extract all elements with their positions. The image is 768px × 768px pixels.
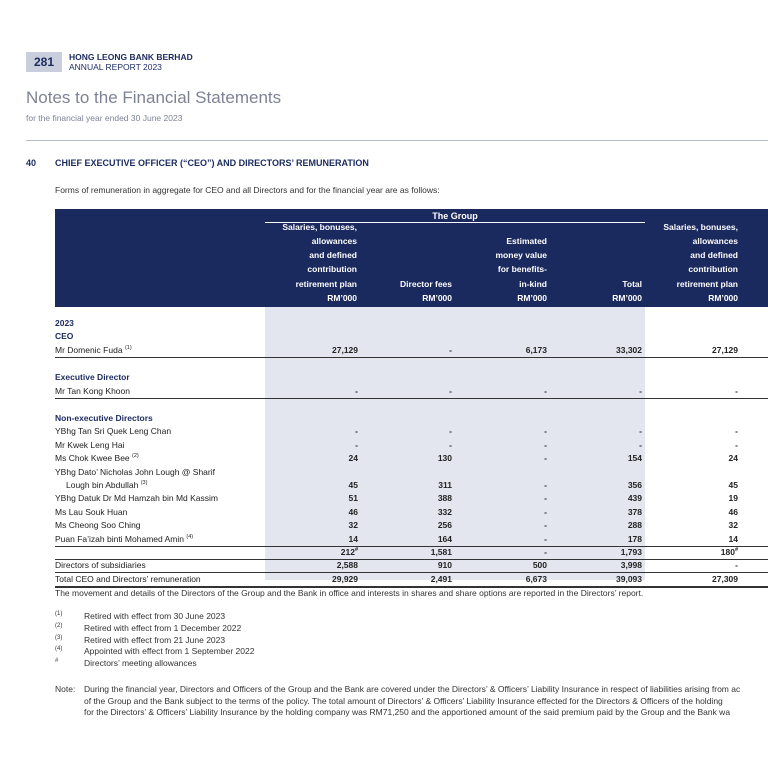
cell-value: -: [544, 439, 547, 450]
page-number: 281: [26, 52, 62, 72]
row-label: Lough bin Abdullah $^{(3)}$: [66, 480, 148, 490]
cell-value: 27,129: [712, 344, 738, 355]
row-label: Executive Director: [55, 372, 130, 383]
cell-value: -: [544, 426, 547, 437]
cell-value: 24: [728, 453, 738, 464]
cell-value: 2,588: [336, 560, 358, 571]
cell-value: 180#: [720, 547, 738, 557]
cell-value: 178: [627, 533, 642, 544]
row-label: CEO: [55, 331, 74, 342]
cell-value: 439: [627, 493, 642, 504]
footnote-marker: (1): [124, 344, 132, 351]
cell-value: 500: [532, 560, 547, 571]
footnote-text: Retired with effect from 1 December 2022: [84, 622, 242, 633]
column-header-total: Total RM’000: [612, 278, 642, 303]
cell-value: -: [449, 439, 452, 450]
cell-value: -: [735, 426, 738, 437]
cell-value: -: [735, 439, 738, 450]
cell-value: -: [544, 480, 547, 490]
row-label: Mr Tan Kong Khoon: [55, 385, 130, 396]
table-rule: [55, 357, 768, 358]
cell-value: -: [544, 493, 547, 504]
page-subtitle: for the financial year ended 30 June 2023: [26, 113, 183, 123]
cell-value: -: [639, 385, 642, 396]
report-name: ANNUAL REPORT 2023: [69, 62, 162, 72]
cell-value: 332: [437, 506, 452, 517]
row-label: YBhg Tan Sri Quek Leng Chan: [55, 426, 172, 437]
row-label: Puan Fa’izah binti Mohamed Amin $^{(4)}$: [55, 533, 194, 544]
page-title: Notes to the Financial Statements: [26, 88, 282, 107]
footnote-mark: (4): [55, 646, 63, 653]
cell-value: 39,093: [616, 573, 642, 584]
cell-value: 46: [728, 506, 738, 517]
column-header-salaries-bank: Salaries, bonuses, allowances and defined contribution retirement plan RM’000: [663, 221, 738, 303]
cell-value: 311: [438, 480, 452, 490]
exec-heading: [55, 372, 768, 385]
cell-value: -: [735, 560, 738, 571]
cell-value: -: [544, 533, 547, 544]
cell-value: -: [449, 426, 452, 437]
cell-value: 32: [348, 520, 358, 531]
row-label: Ms Lau Souk Huan: [55, 506, 128, 517]
cell-value: -: [544, 547, 547, 557]
note-line: During the financial year, Directors and Officers of the Group and the Bank are covered under the Directors’ & Officers’ Liability Insurance in respect of liabilities arising from ac: [84, 684, 741, 694]
cell-value: -: [355, 385, 358, 396]
cell-value: 51: [348, 493, 358, 504]
cell-value: 910: [437, 560, 452, 571]
section-number: 40: [26, 158, 37, 168]
cell-value: 164: [437, 533, 452, 544]
row-label: Non-executive Directors: [55, 413, 153, 423]
row-label: YBhg Datuk Dr Md Hamzah bin Md Kassim: [55, 493, 218, 504]
table-row: [55, 453, 768, 466]
cell-value: 256: [437, 520, 452, 531]
note-body: [84, 684, 740, 719]
table-row: [55, 520, 768, 533]
cell-value: -: [355, 426, 358, 437]
cell-value: -: [355, 439, 358, 450]
cell-value: 1,793: [620, 547, 642, 557]
cell-value: 2,491: [430, 573, 452, 584]
group-label: The Group: [432, 211, 478, 221]
row-label: Total CEO and Directors’ remuneration: [55, 573, 201, 584]
cell-value: -: [449, 344, 452, 355]
cell-value: 33,302: [616, 344, 642, 355]
footnote-mark: (3): [55, 634, 63, 641]
row-label: Mr Kwek Leng Hai: [55, 439, 125, 450]
table-rule: [55, 398, 768, 399]
table-row: [55, 493, 768, 506]
cell-value: -: [639, 426, 642, 437]
cell-value: -: [544, 453, 547, 464]
row-label: Directors of subsidiaries: [55, 560, 146, 571]
row-label: Ms Chok Kwee Bee $^{(2)}$: [55, 453, 139, 464]
column-header-salaries: Salaries, bonuses, allowances and defined contribution retirement plan RM’000: [282, 221, 357, 303]
footnote-text: Appointed with effect from 1 September 2022: [84, 646, 255, 657]
cell-value: 6,173: [525, 344, 547, 355]
company-header: [69, 52, 193, 72]
cell-value: -: [735, 385, 738, 396]
cell-value: 24: [348, 453, 358, 464]
cell-value: 46: [348, 506, 358, 517]
cell-value: 378: [627, 506, 642, 517]
footnote-mark: (1): [55, 611, 63, 617]
cell-value: 3,998: [620, 560, 642, 571]
cell-value: 19: [728, 493, 738, 504]
table-row: [55, 480, 768, 493]
cell-value: -: [544, 520, 547, 531]
cell-value: 6,673: [525, 573, 547, 584]
note-line: of the Group and the Bank subject to the terms of the policy. The total amount of Directors’ & Officers’ Liability Insurance effected for the Directors & Officers of the holding: [84, 695, 723, 706]
nonexec-heading: [55, 413, 768, 426]
cell-value: 288: [627, 520, 642, 531]
cell-value: 388: [437, 493, 452, 504]
cell-value: 32: [728, 520, 738, 531]
column-header-bik: Estimated money value for benefits- in-kind RM’000: [495, 235, 547, 303]
ceo-heading: [55, 331, 768, 344]
cell-value: -: [544, 385, 547, 396]
table-row: [55, 507, 768, 520]
footnote-marker: (3): [140, 480, 148, 487]
row-label: 2023: [55, 318, 74, 328]
footnote-marker: #: [354, 547, 358, 554]
cell-value: 27,129: [332, 344, 358, 355]
company-name: HONG LEONG BANK BERHAD: [69, 52, 193, 62]
footnote-text: Retired with effect from 30 June 2023: [84, 611, 226, 621]
cell-value: 130: [437, 453, 452, 464]
row-label: YBhg Dato’ Nicholas John Lough @ Sharif: [55, 466, 215, 477]
column-header-fees: Director fees RM’000: [400, 278, 452, 303]
footnote-mark: (2): [55, 622, 63, 629]
table-row: [55, 467, 768, 480]
row-label: Ms Cheong Soo Ching: [55, 520, 141, 531]
cell-value: 27,309: [712, 573, 738, 584]
footnote-marker: #: [734, 547, 738, 554]
footnote-mark: #: [55, 658, 59, 665]
footnote-marker: (2): [132, 453, 139, 460]
cell-value: -: [544, 506, 547, 517]
note-line: for the Directors’ & Officers’ Liability Insurance by the holding company was RM71,250 and the apportioned amount of the said premium paid by the Group and the Bank wa: [84, 707, 731, 717]
cell-value: 45: [348, 480, 358, 490]
cell-value: -: [449, 385, 452, 396]
cell-value: 14: [728, 533, 738, 544]
cell-value: 29,929: [332, 573, 358, 584]
footer-text: The movement and details of the Directors of the Group and the Bank in office and interests in shares and share options are reported in the Directors’ report.: [55, 588, 644, 598]
note-label: Note:: [55, 684, 76, 694]
cell-value: 212#: [340, 547, 358, 557]
cell-value: 1,581: [430, 547, 452, 557]
footnote-text: Retired with effect from 21 June 2023: [84, 634, 226, 645]
footnote-text: Directors’ meeting allowances: [84, 658, 197, 669]
footnote-marker: (4): [186, 533, 194, 540]
section-title: CHIEF EXECUTIVE OFFICER (“CEO”) AND DIRECTORS’ REMUNERATION: [55, 158, 369, 168]
section-intro: Forms of remuneration in aggregate for CEO and all Directors and for the financial year are as follows:: [55, 185, 440, 195]
header-divider: [26, 140, 768, 141]
table-row: [55, 440, 768, 453]
cell-value: 14: [348, 533, 358, 544]
row-label: Mr Domenic Fuda $^{(1)}$: [55, 344, 132, 355]
year-heading: [55, 318, 768, 331]
cell-value: 45: [728, 480, 738, 490]
cell-value: 154: [627, 453, 642, 464]
cell-value: -: [639, 439, 642, 450]
table-row: [55, 426, 768, 439]
cell-value: 356: [627, 480, 642, 490]
